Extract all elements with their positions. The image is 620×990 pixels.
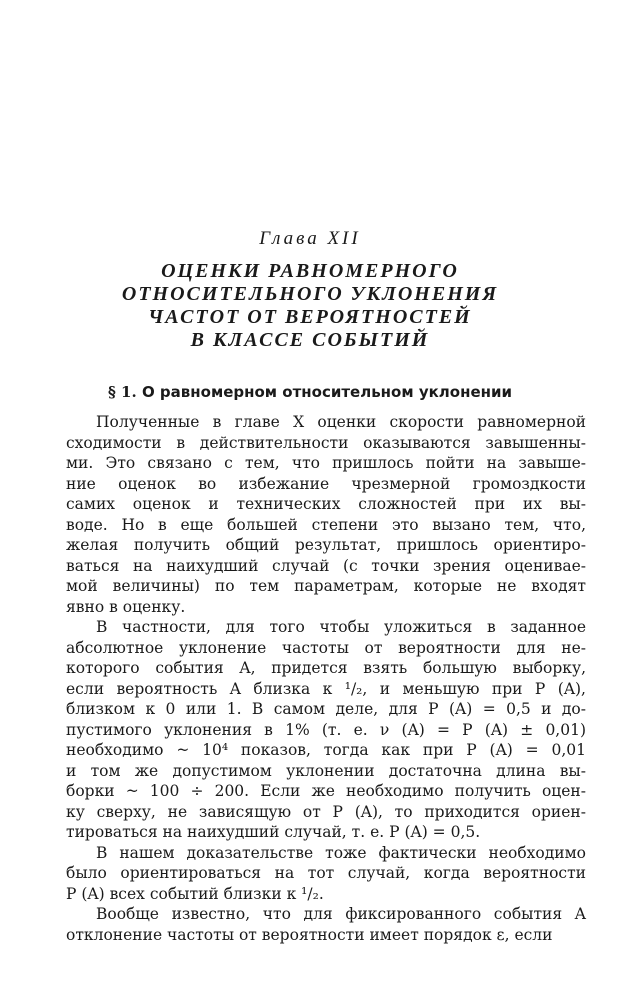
body-text xyxy=(66,412,586,945)
text-line: абсолютное уклонение частоты от вероятности для не- xyxy=(66,638,586,657)
section-number: § 1. xyxy=(107,383,137,401)
text-line: воде. Но в еще большей степени это вызано тем, что, xyxy=(66,515,586,534)
text-line: Полученные в главе X оценки скорости равномерной xyxy=(96,413,586,431)
section-title: О равномерном относительном уклонении xyxy=(141,383,513,401)
text-line: ку сверху, не зависящую от P (A), то приходится ориен- xyxy=(66,802,586,821)
chapter-title-line: ОЦЕНКИ РАВНОМЕРНОГО xyxy=(161,260,459,282)
paragraph xyxy=(66,617,586,843)
text-line: отклонение частоты от вероятности имеет порядок ε, если xyxy=(66,925,553,944)
text-line: и том же допустимом уклонении достаточна длина вы- xyxy=(66,761,586,780)
text-line: ваться на наихудший случай (с точки зрения оценивае- xyxy=(66,556,586,575)
chapter-label: Глава XII xyxy=(259,228,361,249)
section-heading xyxy=(0,383,620,401)
paragraph xyxy=(66,843,586,905)
text-line: В частности, для того чтобы уложиться в заданное xyxy=(96,618,586,636)
text-line: мой величины) по тем параметрам, которые не входят xyxy=(66,577,586,595)
text-line: близком к 0 или 1. В самом деле, для P (A) = 0,5 и до- xyxy=(66,700,586,718)
text-line: пустимого уклонения в 1% (т. е. ν (A) = P (A) ± 0,01) xyxy=(66,720,586,739)
text-line: В нашем доказательстве тоже фактически необходимо xyxy=(96,843,586,862)
text-line: ние оценок во избежание чрезмерной громоздкости xyxy=(66,474,586,493)
text-line: которого события A, придется взять большую выборку, xyxy=(66,659,586,677)
paragraph xyxy=(66,904,586,945)
text-line: было ориентироваться на тот случай, когда вероятности xyxy=(66,864,586,882)
chapter-title-line: ЧАСТОТ ОТ ВЕРОЯТНОСТЕЙ xyxy=(148,306,472,328)
text-line: необходимо ~ 10⁴ показов, тогда как при P (A) = 0,01 xyxy=(66,741,586,759)
paragraph xyxy=(66,412,586,617)
chapter-title-line: ОТНОСИТЕЛЬНОГО УКЛОНЕНИЯ xyxy=(121,283,499,305)
text-line: ми. Это связано с тем, что пришлось пойти на завыше- xyxy=(66,454,586,472)
text-line: желая получить общий результат, пришлось ориентиро- xyxy=(66,536,586,554)
text-line: если вероятность A близка к ¹/₂, и меньшую при P (A), xyxy=(66,679,586,698)
chapter-title xyxy=(40,260,580,352)
text-line: тироваться на наихудший случай, т. е. P (A) = 0,5. xyxy=(66,823,481,841)
text-line: Вообще известно, что для фиксированного события A xyxy=(96,905,586,923)
text-line: борки ~ 100 ÷ 200. Если же необходимо получить оцен- xyxy=(66,782,586,800)
chapter-title-line: В КЛАССЕ СОБЫТИЙ xyxy=(190,329,430,351)
text-line: явно в оценку. xyxy=(66,597,186,616)
text-line: самих оценок и технических сложностей при их вы- xyxy=(66,495,586,513)
text-line: P (A) всех событий близки к ¹/₂. xyxy=(66,884,324,903)
text-line: сходимости в действительности оказываются завышенны- xyxy=(66,433,586,452)
